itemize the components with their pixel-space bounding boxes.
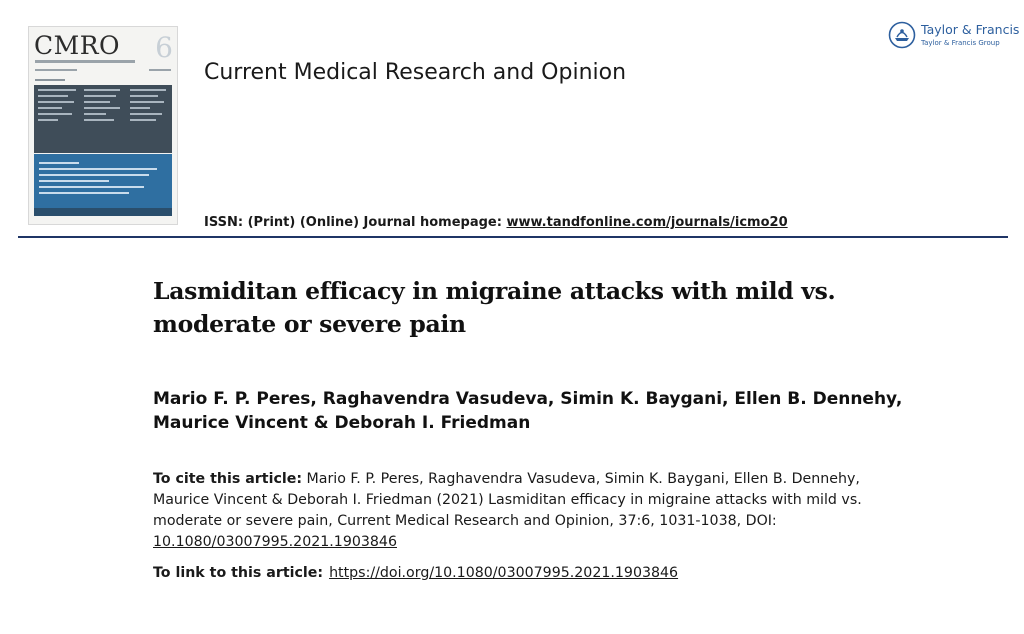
issn-text: ISSN: (Print) (Online) Journal homepage: — [204, 215, 507, 230]
citation-block — [153, 469, 873, 553]
publisher-group: Taylor & Francis Group — [921, 39, 1000, 47]
publisher-logo[interactable] — [888, 19, 1018, 55]
article-url-link[interactable]: https://doi.org/10.1080/03007995.2021.1903846 — [329, 565, 679, 581]
article-authors: Mario F. P. Peres, Raghavendra Vasudeva, Simin K. Baygani, Ellen B. Dennehy, Maurice Vincent & Deborah I. Friedman — [153, 389, 903, 433]
cover-text-line — [35, 69, 77, 71]
journal-cover-image — [28, 26, 178, 225]
journal-homepage-link[interactable]: www.tandfonline.com/journals/icmo20 — [506, 215, 788, 230]
publisher-name: Taylor & Francis — [921, 22, 1020, 37]
citation-label: To cite this article: — [153, 471, 303, 487]
cover-text-line — [149, 69, 171, 71]
article-title: Lasmiditan efficacy in migraine attacks with mild vs. moderate or severe pain — [153, 277, 836, 338]
citation-text: Mario F. P. Peres, Raghavendra Vasudeva, Simin K. Baygani, Ellen B. Dennehy, Maurice Vincent & Deborah I. Friedman (2021) Lasmiditan efficacy in migraine attacks with mild vs. moderate or severe pain, Current Medical Research and Opinion, 37:6, 1031-1038, DOI: — [153, 471, 862, 529]
article-link-block — [153, 565, 678, 581]
doi-link[interactable]: 10.1080/03007995.2021.1903846 — [153, 534, 397, 550]
link-label: To link to this article: — [153, 565, 324, 581]
taylor-francis-icon — [888, 21, 916, 49]
cover-featured-panel — [34, 154, 172, 216]
cover-text-line — [35, 79, 65, 81]
journal-title: Current Medical Research and Opinion — [204, 60, 627, 85]
cover-footer-band — [34, 208, 172, 216]
header-divider — [18, 236, 1008, 238]
issn-line — [204, 215, 788, 230]
cover-contents-panel — [34, 85, 172, 153]
cover-issue-number: 6 — [155, 31, 173, 64]
cover-journal-abbrev: CMRO — [34, 31, 121, 60]
cover-subtitle-line — [35, 60, 135, 63]
